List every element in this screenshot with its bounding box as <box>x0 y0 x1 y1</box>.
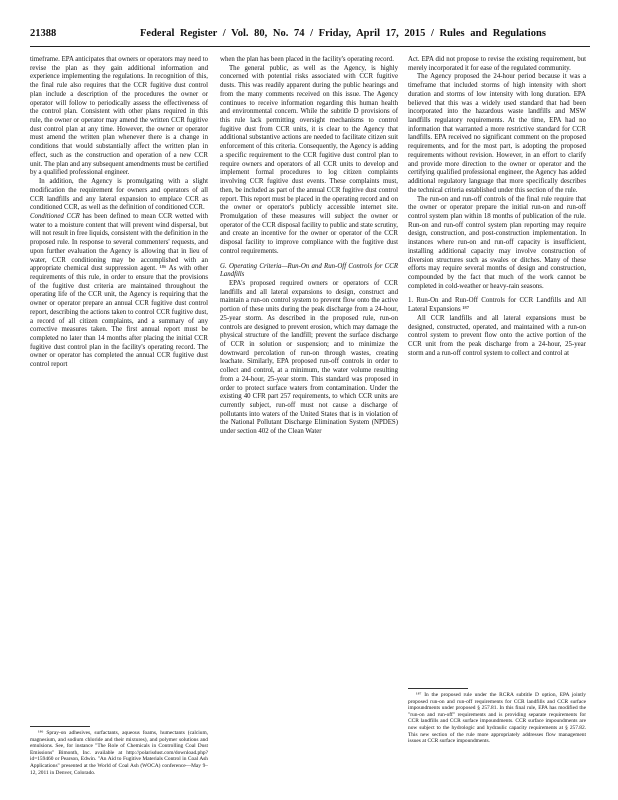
paragraph: when the plan has been placed in the facility's operating record. <box>220 56 394 63</box>
paragraph: All CCR landfills and all lateral expansions must be designed, constructed, operated, and maintained with a run-on control system to prevent flow onto the active portion of the CCR unit from the peak discharge from a 24-hour, 25-year storm and a run-off control system to collect and control at <box>408 314 586 357</box>
defined-term: Conditioned CCR <box>30 212 80 220</box>
footnote-187 <box>408 692 586 792</box>
paragraph: The general public, as well as the Agency, is highly concerned with potential risks associated with CCR fugitive dusts. This was readily apparent during the public hearings and from the many comments received on this issue. The Agency continues to receive information regarding this human health and environmental concern. While the subtitle D provisions of this rule lack permitting oversight mechanisms to control fugitive dust from CCR units, it is clear to the Agency that additional substantive actions are needed to facilitate citizen suit enforcement of this criteria. Consequently, the Agency is adding a specific requirement to the CCR fugitive dust control plan to require owners and operators of all CCR units to develop and implement formal procedures to log citizen complaints involving CCR fugitive dust events. These complaints must, then, be included as part of the annual CCR fugitive dust control report. This report must be placed in the operating record and on the owner or operator's publicly accessible internet site. Promulgation of these measures will subject the owner or operator of the CCR disposal facility to public and state scrutiny, and create an incentive for the owner or operator of the CCR disposal facility to improve compliance with the fugitive dust control requirements. <box>220 64 398 255</box>
column-2 <box>220 56 398 786</box>
footnote-text: ¹⁸⁶ Spray-on adhesives, surfactants, aqueous foams, humectants (calcium, magnesium, and sodium chloride and their mixtures), and polymer solutions and emulsions. See, for instance "The Role of Chemicals in Controlling Coal Dust Emissions" Bimonth, Inc. available at http://polarisdust.com/download.php?id=159460 or Pearson, Edwin. "An Aid to Fugitive Materials Control in Coal Ash Applications" presented at the World of Coal Ash (WOCA) conference—May 9–12, 2011 in Denver, Colorado. <box>30 730 208 776</box>
column-3 <box>408 56 586 616</box>
page-number: 21388 <box>30 28 57 39</box>
paragraph-text: has been defined to mean CCR wetted with water to a moisture content that will prevent wind dispersal, but will not result in free liquids, consistent with the definition in the proposed rule. In response to several commenters' requests, and upon further evaluation the Agency is allowing that in lieu of water, CCR conditioning may be accomplished with an appropriate chemical dust suppression agent. ¹⁸⁶ As with other requirements of this rule, in order to ensure that the provisions of the fugitive dust criteria are maintained throughout the operating life of the CCR unit, the Agency is requiring that the owner or operator prepare an annual CCR fugitive dust control report, describing the actions taken to control CCR fugitive dust, a record of all citizen complaints, and a summary of any corrective measures taken. The first annual report must be completed no later than 14 months after placing the initial CCR fugitive dust control plan in the facility's operating record. The owner or operator has completed the annual CCR fugitive dust control report <box>30 212 208 369</box>
column-1 <box>30 56 208 746</box>
paragraph: EPA's proposed required owners or operators of CCR landfills and all lateral expansions to design, construct and maintain a run-on control system to prevent flow onto the active portion of these units during the peak discharge from a 24-hour, 25-year storm. As described in the proposed rule, run-on controls are designed to prevent erosion, which may damage the physical structure of the landfill; prevent the surface discharge of CCR in solution or suspension; and to minimize the downward percolation of run-on through wastes, creating leachate. Similarly, EPA proposed run-off controls in order to collect and control, at a minimum, the water volume resulting from a 24-hour, 25-year storm. This standard was proposed in order to protect surface waters from contamination. Under the existing 40 CFR part 257 requirements, to which CCR units are currently subject, run-off must not cause a discharge of pollutants into waters of the United States that is in violation of the National Pollutant Discharge Elimination System (NPDES) under section 402 of the Clean Water <box>220 279 398 436</box>
paragraph <box>30 213 208 370</box>
paragraph: The Agency proposed the 24-hour period because it was a timeframe that included storms of high intensity with short duration and storms of low intensity with long duration. EPA believed that this was a widely used standard that had been incorporated into the hazardous waste landfills and MSW landfills regulatory requirements. At the time, EPA had no information that warranted a more restrictive standard for CCR landfills. EPA received no significant comment on the proposed requirements, and for the most part, is adopting the proposed requirements without revision. However, in an effort to clarify and provide more direction to the owner or operator and the certifying qualified professional engineer, the Agency has added additional regulatory language that more specifically describes the technical criteria established under this section of the rule. <box>408 73 586 194</box>
footnote-rule <box>30 726 90 727</box>
running-head: Federal Register / Vol. 80, No. 74 / Friday, April 17, 2015 / Rules and Regulations <box>140 28 546 39</box>
paragraph: Act. EPA did not propose to revise the existing requirement, but merely incorporated it for ease of the regulated community. <box>408 56 586 72</box>
footnote-186 <box>30 730 208 792</box>
paragraph: timeframe. EPA anticipates that owners or operators may need to revise the plan as they gain additional information and experience implementing the regulations. In recognition of this, the final rule also requires that the CCR fugitive dust control plan include a description of the procedures the owner or operator will follow to periodically assess the effectiveness of the control plan. Consistent with other plans required in this rule, the owner or operator may amend the written CCR fugitive dust control plan at any time. However, the owner or operator must amend the written plan whenever there is a change in conditions that would substantially affect the written plan in effect, such as the construction and operation of a new CCR unit. The plan and any subsequent amendments must be certified by a qualified professional engineer. <box>30 56 208 177</box>
header-rule <box>30 46 590 47</box>
paragraph: In addition, the Agency is promulgating with a slight modification the requirement for owners and operators of all CCR landfills and any lateral expansion to emplace CCR as conditioned CCR, as well as the definition of conditioned CCR. <box>30 178 208 212</box>
paragraph: The run-on and run-off controls of the final rule require that the owner or operator prepare the initial run-on and run-off control system plan within 18 months of publication of the rule. Run-on and run-off control system plan reporting may require design, construction, and post-construction implementation. In instances where run-on and run-off capacity is insufficient, installing additional capacity may involve construction of diversion structures such as swales or ditches. Many of these efforts may require several months of design and construction, compounded by the fact that much of the work cannot be completed in cold-weather or heavy-rain seasons. <box>408 195 586 290</box>
section-heading: G. Operating Criteria—Run-On and Run-Off Controls for CCR Landfills <box>220 262 398 279</box>
page-header <box>30 28 590 44</box>
subsection-heading: 1. Run-On and Run-Off Controls for CCR Landfills and All Lateral Expansions ¹⁸⁷ <box>408 297 586 314</box>
footnote-text: ¹⁸⁷ In the proposed rule under the RCRA subtitle D option, EPA jointly proposed run-on and run-off requirements for CCR landfills and CCR surface impoundments under proposed § 257.81. In this final rule, EPA has modified the "run-on and run-off" requirements and is providing separate requirements for CCR landfills and CCR surface impoundments. CCR surface impoundments are now subject to the hydrologic and hydraulic capacity requirements at § 257.82. This new section of the rule more appropriately addresses flow management issues at CCR surface impoundments. <box>408 692 586 745</box>
footnote-rule <box>408 688 468 689</box>
